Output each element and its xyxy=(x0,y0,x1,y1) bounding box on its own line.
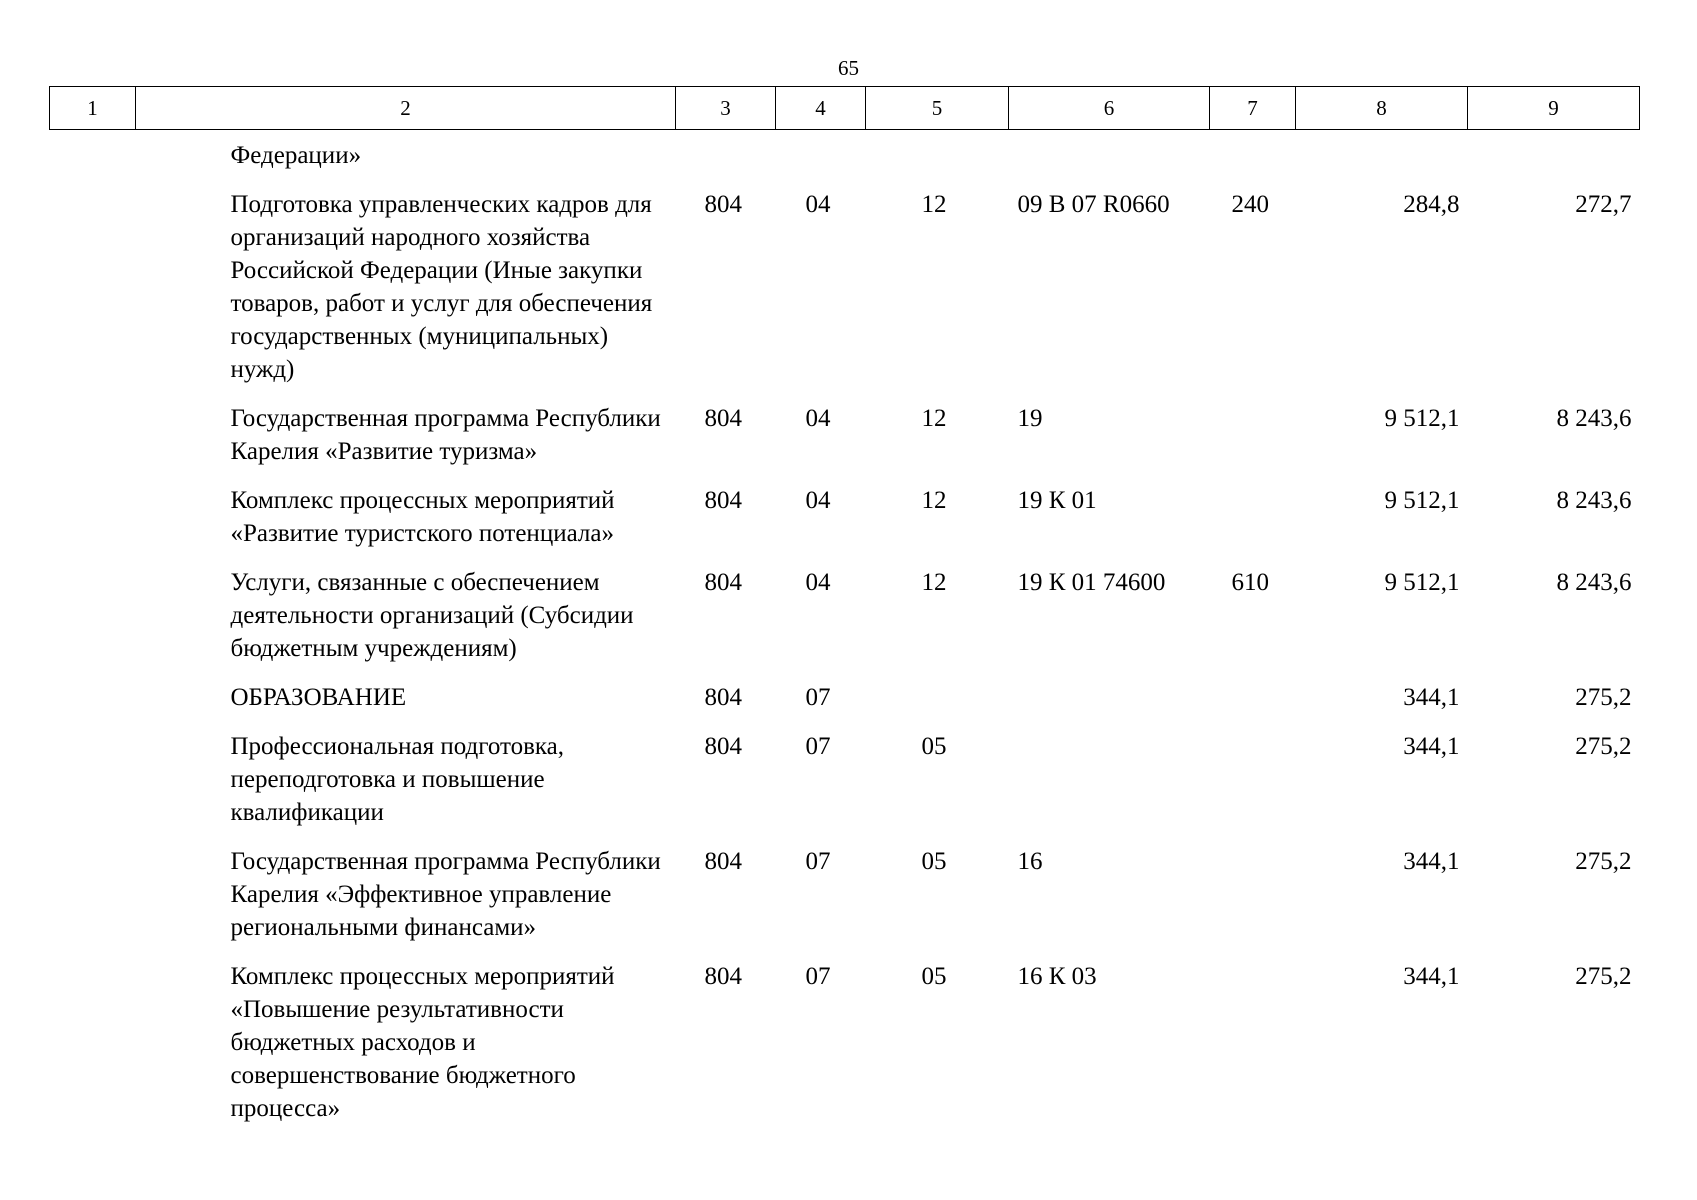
admin-code: 804 xyxy=(704,191,742,218)
amount-year-1: 9 512,1 xyxy=(1384,569,1460,596)
row-number-cell xyxy=(50,845,136,960)
column-header-8: 8 xyxy=(1296,87,1468,130)
admin-code: 804 xyxy=(704,848,742,875)
admin-code: 804 xyxy=(704,487,742,514)
column-header-2: 2 xyxy=(136,87,676,130)
admin-code: 804 xyxy=(704,684,742,711)
row-number-cell xyxy=(50,730,136,845)
section-code: 07 xyxy=(805,963,831,990)
expense-type-code xyxy=(1210,402,1296,484)
target-code: 16 К 03 xyxy=(1017,963,1097,990)
section-code: 07 xyxy=(805,848,831,875)
amount-year-2: 272,7 xyxy=(1575,191,1632,218)
row-name: Комплекс процессных мероприятий «Развитие туристского потенциала» xyxy=(230,487,615,547)
amount-year-2: 275,2 xyxy=(1575,848,1632,875)
table-row xyxy=(50,845,1640,960)
amount-year-2: 8 243,6 xyxy=(1556,569,1632,596)
subsection-code xyxy=(866,130,1009,189)
column-header-6: 6 xyxy=(1009,87,1210,130)
row-number-cell xyxy=(50,484,136,566)
section-code: 04 xyxy=(805,569,831,596)
row-number-cell xyxy=(50,402,136,484)
row-number-cell xyxy=(50,960,136,1141)
subsection-code: 12 xyxy=(921,191,947,218)
expense-type-code: 240 xyxy=(1231,191,1269,218)
column-number-header xyxy=(50,87,1640,130)
section-code: 07 xyxy=(805,733,831,760)
target-code: 09 В 07 R0660 xyxy=(1017,191,1170,218)
row-name: Профессиональная подготовка, переподготовка и повышение квалификации xyxy=(230,733,565,826)
row-name: Подготовка управленческих кадров для организаций народного хозяйства Российской Федерации (Иные закупки товаров, работ и услуг для обеспечения государственных (муниципальных) нужд) xyxy=(230,191,653,383)
amount-year-1: 284,8 xyxy=(1403,191,1460,218)
column-header-7: 7 xyxy=(1210,87,1296,130)
subsection-code: 12 xyxy=(921,405,947,432)
column-header-5: 5 xyxy=(866,87,1009,130)
row-name: Государственная программа Республики Карелия «Развитие туризма» xyxy=(230,405,661,465)
amount-year-2: 8 243,6 xyxy=(1556,487,1632,514)
expense-type-code xyxy=(1210,484,1296,566)
section-code: 04 xyxy=(805,405,831,432)
subsection-code: 12 xyxy=(921,569,947,596)
expense-type-code xyxy=(1210,730,1296,845)
target-code: 19 К 01 xyxy=(1017,487,1097,514)
table-row xyxy=(50,681,1640,730)
section-code: 07 xyxy=(805,684,831,711)
target-code xyxy=(1009,730,1210,845)
admin-code: 804 xyxy=(704,733,742,760)
admin-code xyxy=(676,130,776,189)
subsection-code xyxy=(866,681,1009,730)
expense-type-code xyxy=(1210,960,1296,1141)
row-number-cell xyxy=(50,188,136,402)
admin-code: 804 xyxy=(704,405,742,432)
page-number: 65 xyxy=(838,56,859,80)
row-number-cell xyxy=(50,566,136,681)
amount-year-1: 344,1 xyxy=(1403,963,1460,990)
target-code: 19 К 01 74600 xyxy=(1017,569,1166,596)
table-row xyxy=(50,188,1640,402)
amount-year-2: 275,2 xyxy=(1575,733,1632,760)
budget-table xyxy=(49,86,1640,1141)
row-name: Государственная программа Республики Карелия «Эффективное управление региональными финансами» xyxy=(230,848,661,941)
expense-type-code xyxy=(1210,845,1296,960)
target-code: 19 xyxy=(1017,405,1043,432)
amount-year-1: 344,1 xyxy=(1403,848,1460,875)
table-row xyxy=(50,484,1640,566)
subsection-code: 05 xyxy=(921,963,947,990)
table-row xyxy=(50,730,1640,845)
column-header-1: 1 xyxy=(50,87,136,130)
row-number-cell xyxy=(50,130,136,189)
admin-code: 804 xyxy=(704,963,742,990)
section-code: 04 xyxy=(805,487,831,514)
row-name: Федерации» xyxy=(230,142,362,169)
amount-year-2: 275,2 xyxy=(1575,963,1632,990)
table-row xyxy=(50,960,1640,1141)
row-name: Услуги, связанные с обеспечением деятельности организаций (Субсидии бюджетным учреждениям) xyxy=(230,569,634,662)
section-code: 04 xyxy=(805,191,831,218)
amount-year-2 xyxy=(1468,130,1640,189)
subsection-code: 05 xyxy=(921,848,947,875)
subsection-code: 12 xyxy=(921,487,947,514)
expense-type-code xyxy=(1210,681,1296,730)
amount-year-1: 344,1 xyxy=(1403,684,1460,711)
row-name: ОБРАЗОВАНИЕ xyxy=(230,684,407,711)
amount-year-1: 9 512,1 xyxy=(1384,405,1460,432)
amount-year-1: 9 512,1 xyxy=(1384,487,1460,514)
target-code: 16 xyxy=(1017,848,1043,875)
section-code xyxy=(776,130,866,189)
row-number-cell xyxy=(50,681,136,730)
target-code xyxy=(1009,130,1210,189)
expense-type-code xyxy=(1210,130,1296,189)
amount-year-2: 8 243,6 xyxy=(1556,405,1632,432)
expense-type-code: 610 xyxy=(1231,569,1269,596)
column-header-4: 4 xyxy=(776,87,866,130)
column-header-3: 3 xyxy=(676,87,776,130)
column-header-9: 9 xyxy=(1468,87,1640,130)
subsection-code: 05 xyxy=(921,733,947,760)
amount-year-1 xyxy=(1296,130,1468,189)
amount-year-1: 344,1 xyxy=(1403,733,1460,760)
target-code xyxy=(1009,681,1210,730)
table-row xyxy=(50,402,1640,484)
table-row xyxy=(50,130,1640,189)
amount-year-2: 275,2 xyxy=(1575,684,1632,711)
row-name: Комплекс процессных мероприятий «Повышение результативности бюджетных расходов и совершенствование бюджетного процесса» xyxy=(230,963,615,1122)
table-row xyxy=(50,566,1640,681)
admin-code: 804 xyxy=(704,569,742,596)
